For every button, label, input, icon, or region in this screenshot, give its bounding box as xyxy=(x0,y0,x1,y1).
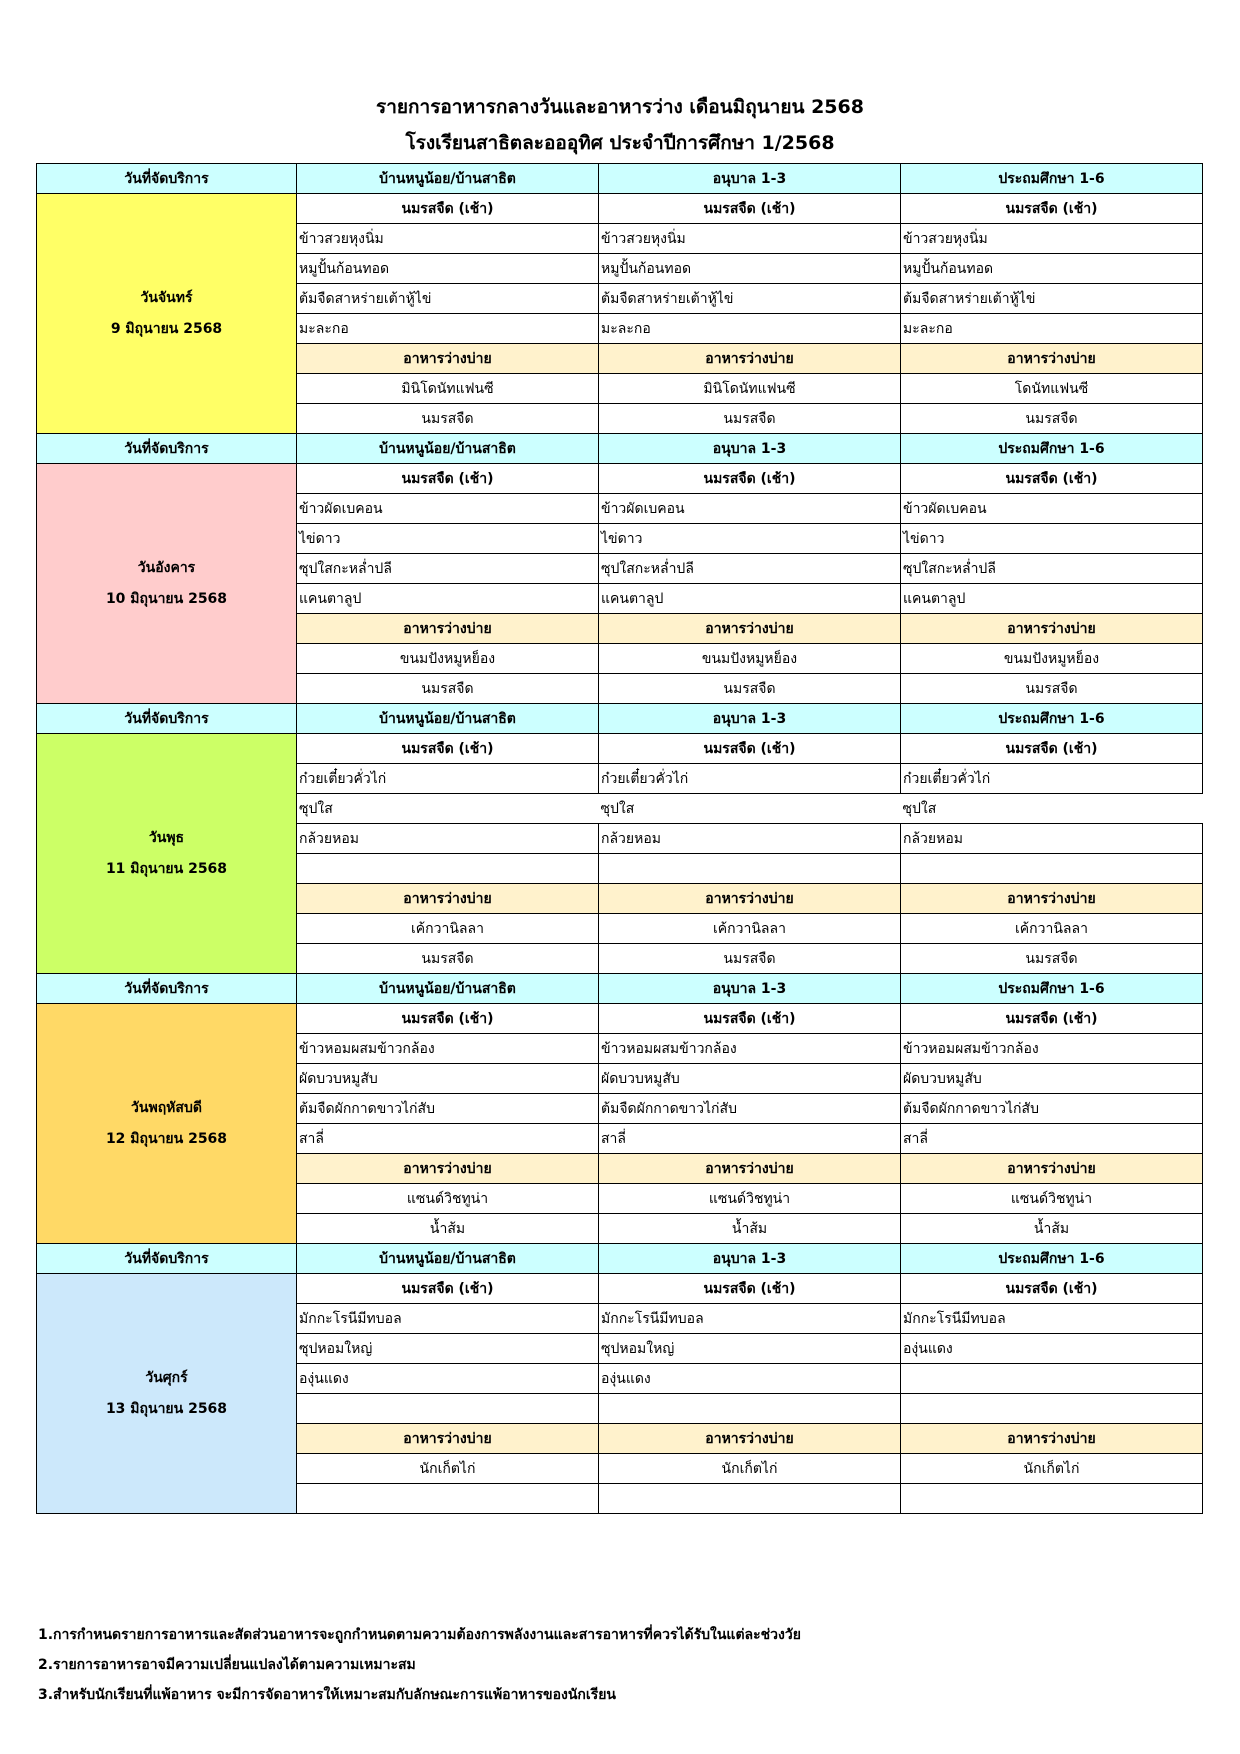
lunch-item: ข้าวผัดเบคอน xyxy=(297,494,599,524)
service-day-header: วันที่จัดบริการ xyxy=(37,1244,297,1274)
snack-label: อาหารว่างบ่าย xyxy=(599,344,901,374)
column-header-kindergarten: อนุบาล 1-3 xyxy=(599,164,901,194)
lunch-item: ข้าวหอมผสมข้าวกล้อง xyxy=(901,1034,1203,1064)
day-cell xyxy=(37,1274,297,1514)
day-name: วันพฤหัสบดี xyxy=(131,1099,202,1116)
lunch-item: ต้มจืดผักกาดขาวไก่สับ xyxy=(297,1094,599,1124)
snack-item xyxy=(901,1484,1203,1514)
snack-item xyxy=(599,1484,901,1514)
day-cell xyxy=(37,464,297,704)
snack-item: น้ำส้ม xyxy=(297,1214,599,1244)
milk-row xyxy=(37,1004,1203,1034)
day-header-row xyxy=(37,164,1203,194)
lunch-item: ข้าวสวยหุงนิ่ม xyxy=(599,224,901,254)
snack-label: อาหารว่างบ่าย xyxy=(901,884,1203,914)
snack-item: ขนมปังหมูหย็อง xyxy=(599,644,901,674)
lunch-item xyxy=(901,854,1203,884)
lunch-item: ซุปใส xyxy=(299,800,333,817)
milk-morning-label: นมรสจืด (เช้า) xyxy=(599,464,901,494)
day-header-row xyxy=(37,974,1203,1004)
milk-morning-label: นมรสจืด (เช้า) xyxy=(599,1004,901,1034)
lunch-item: หมูปั้นก้อนทอด xyxy=(599,254,901,284)
snack-label: อาหารว่างบ่าย xyxy=(901,344,1203,374)
lunch-item: ซุปใส xyxy=(600,800,635,817)
day-date: 12 มิถุนายน 2568 xyxy=(105,1130,228,1147)
snack-label: อาหารว่างบ่าย xyxy=(901,1424,1203,1454)
lunch-item xyxy=(901,1394,1203,1424)
lunch-item: ซุปใส xyxy=(902,800,937,817)
lunch-item: ต้มจืดผักกาดขาวไก่สับ xyxy=(901,1094,1203,1124)
day-name: วันพุธ xyxy=(148,829,185,846)
service-day-header: วันที่จัดบริการ xyxy=(37,164,297,194)
lunch-item: กล้วยหอม xyxy=(599,824,901,854)
lunch-item: สาลี่ xyxy=(297,1124,599,1154)
day-date: 9 มิถุนายน 2568 xyxy=(110,320,223,337)
milk-morning-label: นมรสจืด (เช้า) xyxy=(297,464,599,494)
lunch-item: ต้มจืดสาหร่ายเต้าหู้ไข่ xyxy=(297,284,599,314)
snack-label: อาหารว่างบ่าย xyxy=(297,614,599,644)
service-day-header: วันที่จัดบริการ xyxy=(37,434,297,464)
note-1: 1.การกำหนดรายการอาหารและสัดส่วนอาหารจะถูกกำหนดตามความต้องการพลังงานและสารอาหารที่ควรได้รับในแต่ละช่วงวัย xyxy=(38,1627,801,1643)
lunch-item xyxy=(599,854,901,884)
lunch-item: มะละกอ xyxy=(599,314,901,344)
lunch-item: ต้มจืดสาหร่ายเต้าหู้ไข่ xyxy=(599,284,901,314)
lunch-item: ซุปหอมใหญ่ xyxy=(599,1334,901,1364)
milk-row xyxy=(37,1274,1203,1304)
snack-item: นมรสจืด xyxy=(297,944,599,974)
lunch-item: มักกะโรนีมีทบอล xyxy=(297,1304,599,1334)
column-header-primary: ประถมศึกษา 1-6 xyxy=(901,434,1203,464)
lunch-item: ข้าวผัดเบคอน xyxy=(901,494,1203,524)
column-header-kindergarten: อนุบาล 1-3 xyxy=(599,974,901,1004)
column-header-kindergarten: อนุบาล 1-3 xyxy=(599,434,901,464)
column-header-baan-nunoi: บ้านหนูน้อย/บ้านสาธิต xyxy=(297,1244,599,1274)
day-date: 11 มิถุนายน 2568 xyxy=(105,860,228,877)
snack-item: น้ำส้ม xyxy=(901,1214,1203,1244)
lunch-item: หมูปั้นก้อนทอด xyxy=(901,254,1203,284)
column-header-baan-nunoi: บ้านหนูน้อย/บ้านสาธิต xyxy=(297,164,599,194)
snack-item xyxy=(297,1484,599,1514)
snack-item: นมรสจืด xyxy=(297,674,599,704)
milk-morning-label: นมรสจืด (เช้า) xyxy=(901,734,1203,764)
service-day-header: วันที่จัดบริการ xyxy=(37,974,297,1004)
lunch-item: แคนตาลูป xyxy=(901,584,1203,614)
lunch-item xyxy=(599,1394,901,1424)
milk-row xyxy=(37,194,1203,224)
snack-item: นมรสจืด xyxy=(297,404,599,434)
note-2: 2.รายการอาหารอาจมีความเปลี่ยนแปลงได้ตามความเหมาะสม xyxy=(38,1657,416,1673)
day-header-row xyxy=(37,1244,1203,1274)
lunch-item: ซุปหอมใหญ่ xyxy=(297,1334,599,1364)
snack-item: นักเก็ตไก่ xyxy=(599,1454,901,1484)
snack-label: อาหารว่างบ่าย xyxy=(297,344,599,374)
milk-morning-label: นมรสจืด (เช้า) xyxy=(599,1274,901,1304)
lunch-item: ข้าวผัดเบคอน xyxy=(599,494,901,524)
snack-item: เค้กวานิลลา xyxy=(599,914,901,944)
snack-label: อาหารว่างบ่าย xyxy=(599,1154,901,1184)
note-3: 3.สำหรับนักเรียนที่แพ้อาหาร จะมีการจัดอาหารให้เหมาะสมกับลักษณะการแพ้อาหารของนักเรียน xyxy=(38,1687,616,1703)
snack-item: มินิโดนัทแฟนซี xyxy=(599,374,901,404)
lunch-item: องุ่นแดง xyxy=(297,1364,599,1394)
lunch-item: ผัดบวบหมูสับ xyxy=(599,1064,901,1094)
snack-label: อาหารว่างบ่าย xyxy=(297,1424,599,1454)
milk-row xyxy=(37,464,1203,494)
snack-item: นักเก็ตไก่ xyxy=(297,1454,599,1484)
column-header-kindergarten: อนุบาล 1-3 xyxy=(599,1244,901,1274)
lunch-item: องุ่นแดง xyxy=(599,1364,901,1394)
lunch-item: ผัดบวบหมูสับ xyxy=(297,1064,599,1094)
lunch-item: มักกะโรนีมีทบอล xyxy=(599,1304,901,1334)
lunch-item: แคนตาลูป xyxy=(599,584,901,614)
milk-morning-label: นมรสจืด (เช้า) xyxy=(599,194,901,224)
column-header-baan-nunoi: บ้านหนูน้อย/บ้านสาธิต xyxy=(297,974,599,1004)
milk-morning-label: นมรสจืด (เช้า) xyxy=(297,1004,599,1034)
day-name: วันอังคาร xyxy=(137,559,196,576)
snack-item: แซนด์วิชทูน่า xyxy=(599,1184,901,1214)
milk-morning-label: นมรสจืด (เช้า) xyxy=(901,1274,1203,1304)
day-cell xyxy=(37,734,297,974)
milk-morning-label: นมรสจืด (เช้า) xyxy=(901,1004,1203,1034)
day-header-row xyxy=(37,434,1203,464)
lunch-item: ข้าวสวยหุงนิ่ม xyxy=(901,224,1203,254)
lunch-item: มะละกอ xyxy=(297,314,599,344)
milk-morning-label: นมรสจืด (เช้า) xyxy=(297,734,599,764)
service-day-header: วันที่จัดบริการ xyxy=(37,704,297,734)
column-header-baan-nunoi: บ้านหนูน้อย/บ้านสาธิต xyxy=(297,704,599,734)
lunch-item: มักกะโรนีมีทบอล xyxy=(901,1304,1203,1334)
lunch-item: หมูปั้นก้อนทอด xyxy=(297,254,599,284)
snack-item: โดนัทแฟนซี xyxy=(901,374,1203,404)
lunch-item: ก๋วยเตี๋ยวคั่วไก่ xyxy=(297,764,599,794)
notes xyxy=(38,1620,801,1710)
column-header-baan-nunoi: บ้านหนูน้อย/บ้านสาธิต xyxy=(297,434,599,464)
page-title: รายการอาหารกลางวันและอาหารว่าง เดือนมิถุนายน 2568 xyxy=(376,96,864,118)
lunch-item: ซุปใสกะหล่ำปลี xyxy=(901,554,1203,584)
lunch-item: ซุปใสกะหล่ำปลี xyxy=(297,554,599,584)
lunch-item: ไข่ดาว xyxy=(599,524,901,554)
snack-item: นมรสจืด xyxy=(599,404,901,434)
day-date: 13 มิถุนายน 2568 xyxy=(105,1400,228,1417)
snack-item: แซนด์วิชทูน่า xyxy=(297,1184,599,1214)
snack-label: อาหารว่างบ่าย xyxy=(599,614,901,644)
snack-item: นมรสจืด xyxy=(599,944,901,974)
lunch-item: ไข่ดาว xyxy=(901,524,1203,554)
snack-item: เค้กวานิลลา xyxy=(901,914,1203,944)
lunch-item xyxy=(297,1394,599,1424)
lunch-item: ก๋วยเตี๋ยวคั่วไก่ xyxy=(599,764,901,794)
lunch-item: องุ่นแดง xyxy=(901,1334,1203,1364)
lunch-item: ไข่ดาว xyxy=(297,524,599,554)
snack-item: นมรสจืด xyxy=(901,674,1203,704)
snack-label: อาหารว่างบ่าย xyxy=(297,1154,599,1184)
lunch-item: ต้มจืดผักกาดขาวไก่สับ xyxy=(599,1094,901,1124)
menu-table xyxy=(36,163,1203,1514)
snack-item: แซนด์วิชทูน่า xyxy=(901,1184,1203,1214)
lunch-item: ผัดบวบหมูสับ xyxy=(901,1064,1203,1094)
snack-item: นักเก็ตไก่ xyxy=(901,1454,1203,1484)
lunch-item: กล้วยหอม xyxy=(901,824,1203,854)
milk-row xyxy=(37,734,1203,764)
snack-label: อาหารว่างบ่าย xyxy=(901,614,1203,644)
snack-item: นมรสจืด xyxy=(599,674,901,704)
day-name: วันศุกร์ xyxy=(145,1369,188,1386)
lunch-item: ข้าวสวยหุงนิ่ม xyxy=(297,224,599,254)
snack-label: อาหารว่างบ่าย xyxy=(901,1154,1203,1184)
lunch-item: สาลี่ xyxy=(901,1124,1203,1154)
snack-label: อาหารว่างบ่าย xyxy=(599,884,901,914)
milk-morning-label: นมรสจืด (เช้า) xyxy=(297,1274,599,1304)
menu-table-body xyxy=(37,164,1203,1514)
snack-item: เค้กวานิลลา xyxy=(297,914,599,944)
snack-item: มินิโดนัทแฟนซี xyxy=(297,374,599,404)
day-date: 10 มิถุนายน 2568 xyxy=(105,590,228,607)
snack-label: อาหารว่างบ่าย xyxy=(599,1424,901,1454)
lunch-item: ซุปใสกะหล่ำปลี xyxy=(599,554,901,584)
snack-item: น้ำส้ม xyxy=(599,1214,901,1244)
milk-morning-label: นมรสจืด (เช้า) xyxy=(901,464,1203,494)
lunch-item: ต้มจืดสาหร่ายเต้าหู้ไข่ xyxy=(901,284,1203,314)
lunch-item xyxy=(297,854,599,884)
lunch-item: ก๋วยเตี๋ยวคั่วไก่ xyxy=(901,764,1203,794)
lunch-item: ข้าวหอมผสมข้าวกล้อง xyxy=(599,1034,901,1064)
snack-label: อาหารว่างบ่าย xyxy=(297,884,599,914)
column-header-primary: ประถมศึกษา 1-6 xyxy=(901,704,1203,734)
day-cell xyxy=(37,194,297,434)
lunch-item: กล้วยหอม xyxy=(297,824,599,854)
column-header-kindergarten: อนุบาล 1-3 xyxy=(599,704,901,734)
snack-item: ขนมปังหมูหย็อง xyxy=(297,644,599,674)
page-subtitle: โรงเรียนสาธิตละอออุทิศ ประจำปีการศึกษา 1/2568 xyxy=(405,132,835,154)
milk-morning-label: นมรสจืด (เช้า) xyxy=(297,194,599,224)
lunch-item: สาลี่ xyxy=(599,1124,901,1154)
lunch-item: แคนตาลูป xyxy=(297,584,599,614)
snack-item: นมรสจืด xyxy=(901,404,1203,434)
snack-item: นมรสจืด xyxy=(901,944,1203,974)
lunch-item: มะละกอ xyxy=(901,314,1203,344)
day-name: วันจันทร์ xyxy=(140,289,193,306)
milk-morning-label: นมรสจืด (เช้า) xyxy=(599,734,901,764)
day-cell xyxy=(37,1004,297,1244)
column-header-primary: ประถมศึกษา 1-6 xyxy=(901,164,1203,194)
column-header-primary: ประถมศึกษา 1-6 xyxy=(901,974,1203,1004)
day-header-row xyxy=(37,704,1203,734)
milk-morning-label: นมรสจืด (เช้า) xyxy=(901,194,1203,224)
column-header-primary: ประถมศึกษา 1-6 xyxy=(901,1244,1203,1274)
lunch-item: ข้าวหอมผสมข้าวกล้อง xyxy=(297,1034,599,1064)
snack-item: ขนมปังหมูหย็อง xyxy=(901,644,1203,674)
lunch-item xyxy=(901,1364,1203,1394)
